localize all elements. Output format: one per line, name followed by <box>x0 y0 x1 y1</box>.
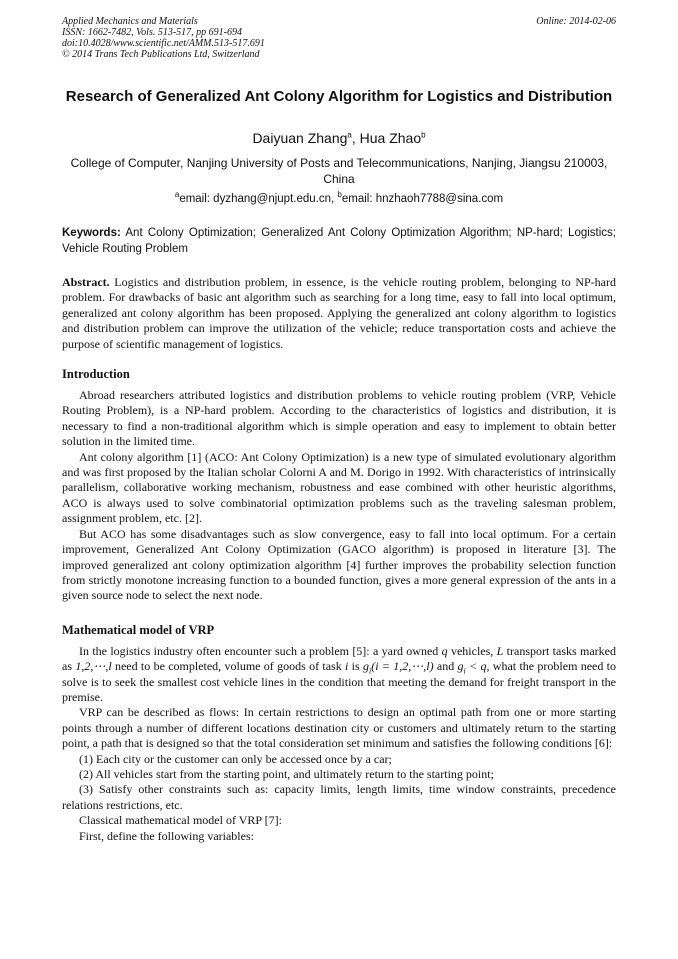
keywords <box>62 225 616 257</box>
math-expression: < q <box>465 659 487 674</box>
online-date: Online: 2014-02-06 <box>536 16 616 27</box>
email-superscript: a <box>174 190 180 200</box>
keywords-text: Ant Colony Optimization; Generalized Ant Colony Optimization Algorithm; NP-hard; Logistics; Vehicle Routing Problem <box>62 227 616 255</box>
email-b: email: hnzhaoh7788@sina.com <box>341 193 504 205</box>
math-expression: (i = 1,2,⋯,l) <box>371 659 434 674</box>
section-heading-vrp: Mathematical model of VRP <box>62 622 215 637</box>
paragraph: In the logistics industry often encounter such a problem [5]: a yard owned q vehicles, L transport tasks marked as 1,2,⋯,l need to be completed, volume of goods of task i is $g_i(i$ = 1,2,⋯,l) and $g_i < q$, what the problem need to solve is to seek the smallest cost vehicle lines in the condition that meeting the demand for freight transport in the premise. <box>62 643 616 704</box>
abstract-text: Logistics and distribution problem, in essence, is the vehicle routing problem, belonging to NP-hard problem. For drawbacks of basic ant algorithm such as searching for a long time, easy to fall into local optimum, generalized ant colony algorithm has been proposed. Applying the generalized ant colony algorithm to logistics and distribution problem can improve the utilization of the vehicle; reduce transportation costs and achieve the purpose of scientific management of logistics. <box>62 275 616 351</box>
math-symbol: g <box>362 659 369 674</box>
journal-name: Applied Mechanics and Materials <box>62 16 198 27</box>
math-subscript: i <box>463 666 466 676</box>
math-symbol: q <box>441 643 448 658</box>
list-item: (2) All vehicles start from the starting point, and ultimately return to the starting point; <box>79 766 494 781</box>
paper-title: Research of Generalized Ant Colony Algorithm for Logistics and Distribution <box>65 88 613 105</box>
email-a: email: dyzhang@njupt.edu.cn, <box>179 193 338 205</box>
math-symbol: L <box>496 643 504 658</box>
paragraph: VRP can be described as flows: In certain restrictions to design an optimal path from one or more starting points through a number of different locations destination city or customers and ultimately return to the starting point, a path that is designed so that the total consideration set minimum and satisfies the following conditions [6]: <box>62 705 616 751</box>
math-symbol: i <box>345 659 349 674</box>
affiliation: College of Computer, Nanjing University of Posts and Telecommunications, Nanjing, Jiangsu 210003, China <box>70 156 608 186</box>
abstract <box>62 275 616 352</box>
author-name: Hua Zhao <box>359 130 422 146</box>
author-name: Daiyuan Zhang <box>252 130 348 146</box>
email-superscript: b <box>337 190 342 200</box>
journal-header <box>62 16 616 60</box>
doi-line: doi:10.4028/www.scientific.net/AMM.513-517.691 <box>62 38 265 49</box>
author-superscript: b <box>421 130 426 140</box>
paragraph: Classical mathematical model of VRP [7]: <box>79 813 282 828</box>
author-separator: , <box>351 130 360 146</box>
issn-line: ISSN: 1662-7482, Vols. 513-517, pp 691-694 <box>62 27 242 38</box>
list-item: (1) Each city or the customer can only be accessed once by a car; <box>79 751 392 766</box>
author-line <box>62 130 616 147</box>
copyright-line: © 2014 Trans Tech Publications Ltd, Switzerland <box>62 49 260 60</box>
math-expression: 1,2,⋯,l <box>75 659 112 674</box>
keywords-label: Keywords: <box>62 227 121 239</box>
paragraph: First, define the following variables: <box>79 828 254 843</box>
math-subscript: i <box>368 666 372 676</box>
math-symbol: g <box>457 659 464 674</box>
author-superscript: a <box>347 130 352 140</box>
paragraph: But ACO has some disadvantages such as slow convergence, easy to fall into local optimum. For a certain improvement, Generalized Ant Colony Optimization (GACO algorithm) is proposed in literature [3]. The improved generalized ant colony optimization algorithm [4] further improves the probability selection function from strictly monotone increasing function to a bounded function, gives a more general expression of the ants in a given source node to select the next node. <box>62 526 616 603</box>
list-item: (3) Satisfy other constraints such as: capacity limits, length limits, time window constraints, precedence relations restrictions, etc. <box>62 782 616 812</box>
paragraph: Abroad researchers attributed logistics and distribution problems to vehicle routing problem (VRP, Vehicle Routing Problem), is a NP-hard problem. According to the characteristics of logistics and distribution, it is necessary to find a non-traditional algorithm which is simple operation and easy to implement to obtain better solution in the limited time. <box>62 388 616 449</box>
section-heading-introduction: Introduction <box>62 367 130 382</box>
email-line <box>62 192 616 207</box>
abstract-label: Abstract. <box>62 275 110 289</box>
paper-body <box>62 275 616 844</box>
paragraph: Ant colony algorithm [1] (ACO: Ant Colony Optimization) is a new type of simulated evolutionary algorithm and was first proposed by the Italian scholar Colorni A and M. Dorigo in 1992. With characteristics of intrinsically parallelism, collaborative working mechanism, robustness and ease combined with other heuristic algorithms, ACO is always used to solve combinatorial optimization problems such as the traveling salesman problem, assignment problem, etc. [2]. <box>62 449 616 526</box>
